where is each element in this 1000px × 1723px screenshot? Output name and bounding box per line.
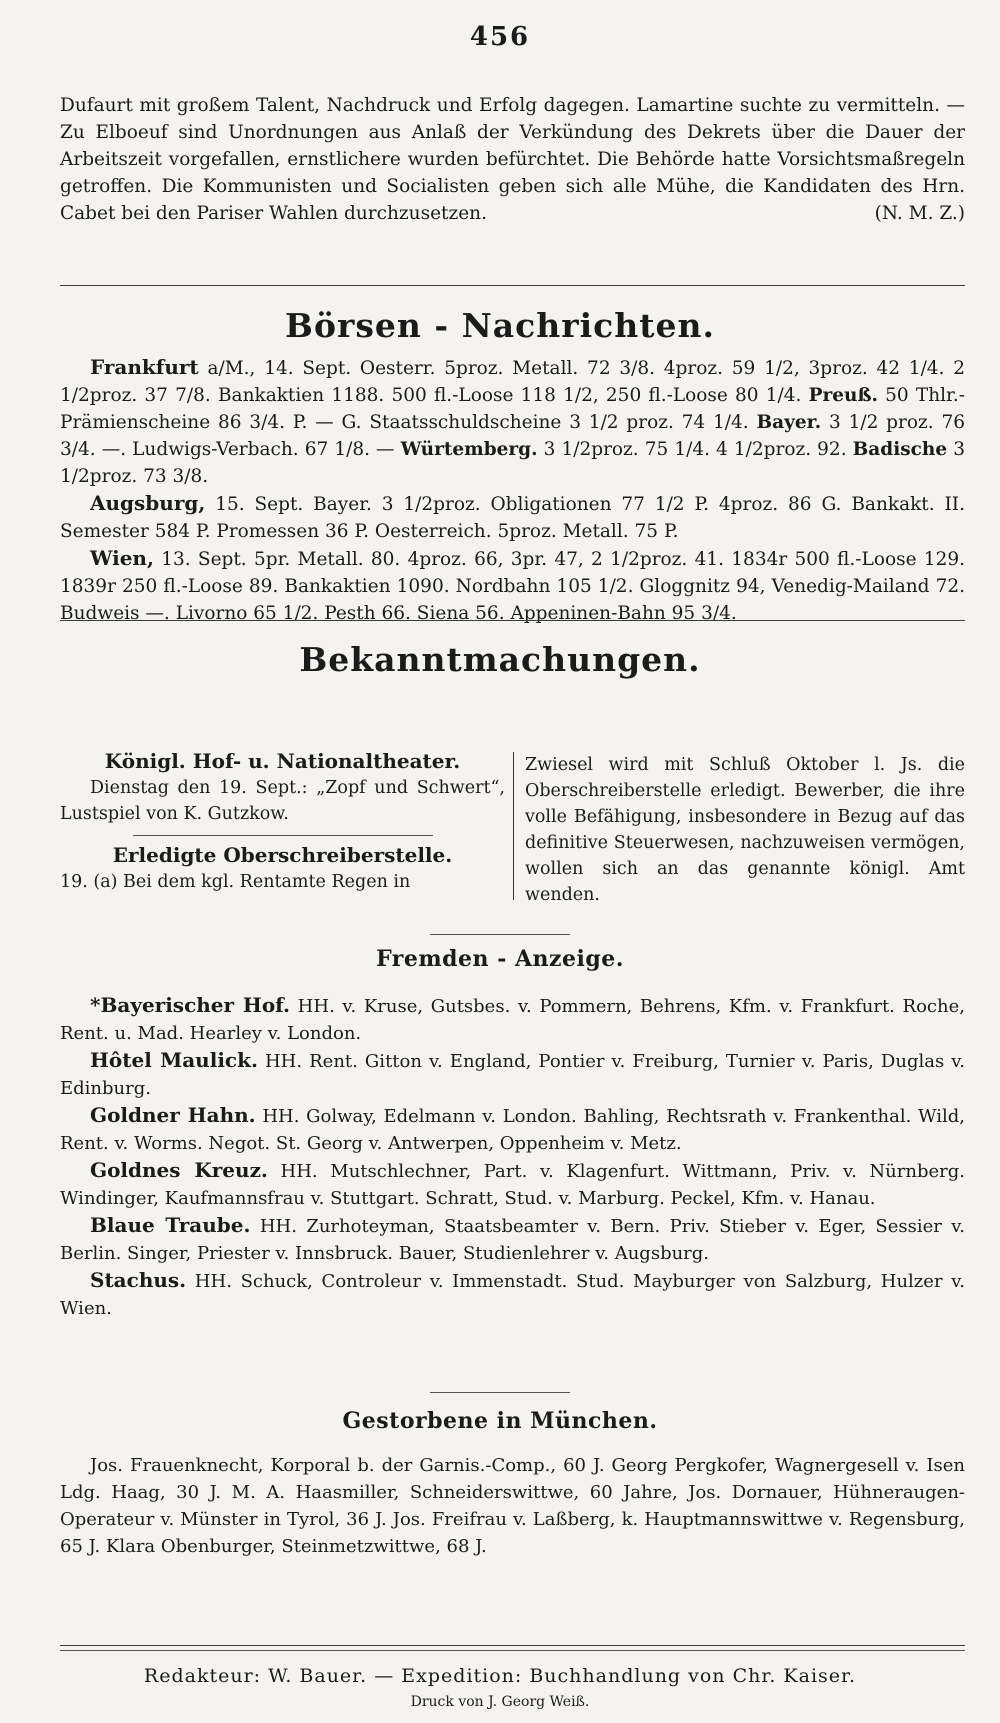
- section-divider: [60, 620, 965, 621]
- theater-text: Dienstag den 19. Sept.: „Zopf und Schwert“, Lustspiel von K. Gutzkow.: [60, 778, 505, 824]
- fremden-entry: Blaue Traube. HH. Zurhoteyman, Staatsbeamter v. Bern. Priv. Stieber v. Eger, Sessier v. Berlin. Singer, Priester v. Innsbruck. Bauer, Studienlehrer v. Augsburg.: [60, 1213, 966, 1264]
- footer-printer: Druck von J. Georg Weiß.: [410, 1694, 590, 1710]
- intro-article: [60, 92, 965, 227]
- fremden-title: Fremden - Anzeige.: [376, 946, 624, 972]
- boersen-title: Börsen - Nachrichten.: [285, 306, 715, 345]
- fremden-list: [60, 992, 965, 1322]
- fremden-entry: Goldner Hahn. HH. Golway, Edelmann v. London. Bahling, Rechtsrath v. Frankenthal. Wild, Rent. v. Worms. Negot. St. Georg v. Antwerpen, Oppenheim v. Metz.: [60, 1103, 965, 1154]
- gestorbene-body: [60, 1452, 965, 1560]
- fremden-entry: *Bayerischer Hof. HH. v. Kruse, Gutsbes. v. Pommern, Behrens, Kfm. v. Frankfurt. Roche, Rent. u. Mad. Hearley v. London.: [60, 993, 965, 1044]
- page-number: 456: [469, 22, 531, 52]
- gestorbene-text: Jos. Frauenknecht, Korporal b. der Garnis.-Comp., 60 J. Georg Pergkofer, Wagnergesell v. Isen Ldg. Haag, 30 J. M. A. Haasmiller, Schneiderswittwe, 60 Jahre, Jos. Dornauer, Hühneraugen-Operateur v. Münster in Tyrol, 36 J. Jos. Freifrau v. Laßberg, k. Hauptmannswittwe v. Regensburg, 65 J. Klara Obenburger, Steinmetzwittwe, 68 J.: [60, 1455, 965, 1557]
- fremden-entry: Hôtel Maulick. HH. Rent. Gitton v. England, Pontier v. Freiburg, Turnier v. Paris, Duglas v. Edinburg.: [60, 1048, 965, 1099]
- intro-text: Dufaurt mit großem Talent, Nachdruck und Erfolg dagegen. Lamartine suchte zu vermitteln. — Zu Elboeuf sind Unordnungen aus Anlaß der Verkündung des Dekrets über die Dauer der Arbeitszeit vorgefallen, ernstlichere wurden befürchtet. Die Behörde hatte Vorsichtsmaßregeln getroffen. Die Kommunisten und Socialisten geben sich alle Mühe, die Kandidaten des Hrn. Cabet bei den Pariser Wahlen durchzusetzen.: [60, 95, 965, 224]
- footer-rule: [60, 1645, 965, 1646]
- boersen-frankfurt: Frankfurt a/M., 14. Sept. Oesterr. 5proz. Metall. 72 3/8. 4proz. 59 1/2, 3proz. 42 1/4. 2 1/2proz. 37 7/8. Bankaktien 1188. 500 fl.-Loose 118 1/2, 250 fl.-Loose 80 1/4. Preuß. 50 Thlr.-Prämienscheine 86 3/4. P. — G. Staatsschuldscheine 3 1/2 proz. 74 1/4. Bayer. 3 1/2 proz. 76 3/4. —. Ludwigs-Verbach. 67 1/8. — Würtemberg. 3 1/2proz. 75 1/4. 4 1/2proz. 92. Badische 3 1/2proz. 73 3/8.: [60, 355, 965, 487]
- footer-rule-thin: [60, 1650, 965, 1651]
- footer-editor: Redakteur: W. Bauer. — Expedition: Buchhandlung von Chr. Kaiser.: [143, 1665, 857, 1687]
- bekannt-left-column: [60, 748, 505, 895]
- bekannt-title: Bekanntmachungen.: [299, 640, 701, 679]
- boersen-augsburg: Augsburg, 15. Sept. Bayer. 3 1/2proz. Obligationen 77 1/2 P. 4proz. 86 G. Bankakt. II. Semester 584 P. Promessen 36 P. Oesterreich. 5proz. Metall. 75 P.: [60, 491, 965, 542]
- section-divider: [60, 285, 965, 286]
- boersen-wien: Wien, 13. Sept. 5pr. Metall. 80. 4proz. 66, 3pr. 47, 2 1/2proz. 41. 1834r 500 fl.-Loose 129. 1839r 250 fl.-Loose 89. Bankaktien 1090. Nordbahn 105 1/2. Gloggnitz 94, Venedig-Mailand 72. Budweis —. Livorno 65 1/2. Pesth 66. Siena 56. Appeninen-Bahn 95 3/4.: [60, 546, 965, 624]
- intro-signature: (N. M. Z.): [874, 203, 965, 224]
- gestorbene-title: Gestorbene in München.: [342, 1408, 658, 1434]
- theater-heading: Königl. Hof- u. Nationaltheater.: [104, 749, 461, 773]
- boersen-body: [60, 354, 965, 627]
- fremden-entry: Goldnes Kreuz. HH. Mutschlechner, Part. v. Klagenfurt. Wittmann, Priv. v. Nürnberg. Windinger, Kaufmannsfrau v. Stuttgart. Schratt, Stud. v. Marburg. Peckel, Kfm. v. Hanau.: [60, 1158, 965, 1209]
- bekannt-right-column: [525, 752, 965, 908]
- column-divider: [133, 835, 433, 836]
- oberschreiber-continued: Zwiesel wird mit Schluß Oktober l. Js. die Oberschreiberstelle erledigt. Bewerber, die ihre volle Befähigung, insbesondere in Bezug auf das definitive Steuerwesen, nachzuweisen vermögen, wollen sich an das genannte königl. Amt wenden.: [525, 755, 965, 905]
- short-divider: [430, 1392, 570, 1393]
- fremden-entry: Stachus. HH. Schuck, Controleur v. Immenstadt. Stud. Mayburger von Salzburg, Hulzer v. Wien.: [60, 1268, 965, 1319]
- column-separator: [513, 752, 514, 900]
- oberschreiber-text: 19. (a) Bei dem kgl. Rentamte Regen in: [60, 872, 411, 892]
- oberschreiber-heading: Erledigte Oberschreiberstelle.: [112, 843, 453, 867]
- short-divider: [430, 934, 570, 935]
